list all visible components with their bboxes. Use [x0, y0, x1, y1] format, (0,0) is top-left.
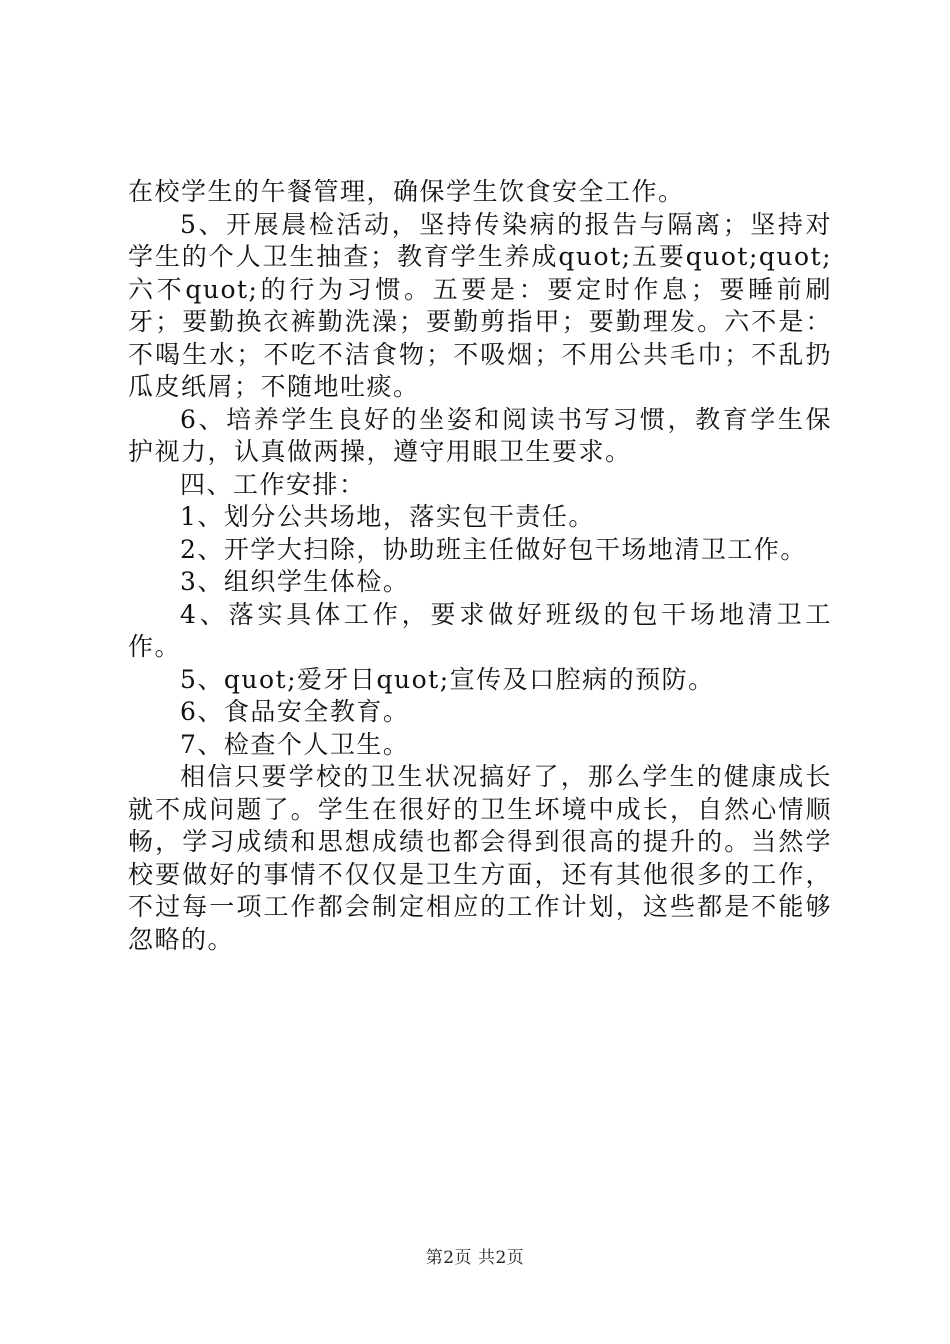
- paragraph-posture-habits: 6、培养学生良好的坐姿和阅读书写习惯，教育学生保护视力，认真做两操，遵守用眼卫生要求。: [128, 404, 832, 466]
- list-item-7: 7、检查个人卫生。: [180, 729, 410, 759]
- list-item-6: 6、食品安全教育。: [180, 697, 410, 726]
- paragraph-morning-check: 5、开展晨检活动，坚持传染病的报告与隔离；坚持对学生的个人卫生抽查；教育学生养成quot;五要quot;quot;六不quot;的行为习惯。五要是：要定时作息；要睡前刷牙；要勤换衣裤勤洗澡；要勤剪指甲；要勤理发。六不是：不喝生水；不吃不洁食物；不吸烟；不用公共毛巾；不乱扔瓜皮纸屑；不随地吐痰。: [128, 209, 832, 401]
- list-item-1: 1、划分公共场地，落实包干责任。: [180, 502, 595, 531]
- list-item-3: 3、组织学生体检。: [180, 567, 410, 596]
- section-heading-work-arrangement: 四、工作安排：: [180, 469, 366, 499]
- paragraph-lunch-management: 在校学生的午餐管理，确保学生饮食安全工作。: [128, 177, 685, 206]
- list-item-2: 2、开学大扫除，协助班主任做好包干场地清卫工作。: [180, 534, 807, 564]
- list-item-5: 5、quot;爱牙日quot;宣传及口腔病的预防。: [180, 664, 715, 694]
- page-number-footer: 第2页 共2页: [425, 1248, 525, 1268]
- paragraph-conclusion: 相信只要学校的卫生状况搞好了，那么学生的健康成长就不成问题了。学生在很好的卫生坏境中成长，自然心情顺畅，学习成绩和思想成绩也都会得到很高的提升的。当然学校要做好的事情不仅仅是卫生方面，还有其他很多的工作，不过每一项工作都会制定相应的工作计划，这些都是不能够忽略的。: [128, 762, 832, 954]
- list-item-4: 4、落实具体工作，要求做好班级的包干场地清卫工作。: [128, 599, 832, 661]
- document-body: [128, 176, 832, 956]
